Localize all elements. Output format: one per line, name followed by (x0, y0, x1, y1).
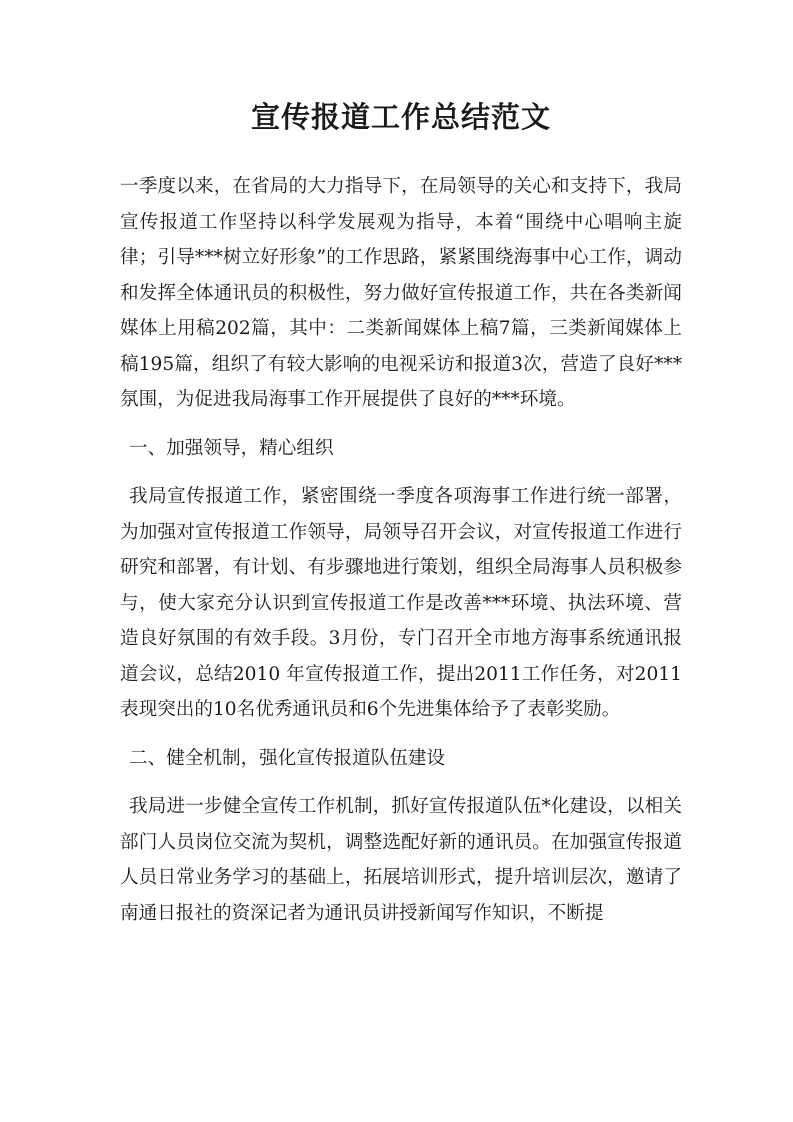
section-heading-2: 二、健全机制，强化宣传报道队伍建设 (129, 747, 446, 769)
body-paragraph-2: 我局宣传报道工作，紧密围绕一季度各项海事工作进行统一部署，为加强对宣传报道工作领导，局领导召开会议，对宣传报道工作进行研究和部署，有计划、有步骤地进行策划，组织全局海事人员积极参与，使大家充分认识到宣传报道工作是改善***环境、执法环境、营造良好氛围的有效手段。3月份，专门召开全市地方海事系统通讯报道会议，总结2010 年宣传报道工作，提出2011工作任务，对2011表现突出的10名优秀通讯员和6个先进集体给予了表彰奖励。 (120, 486, 682, 720)
document-page (120, 95, 682, 931)
body-paragraph-3: 我局进一步健全宣传工作机制，抓好宣传报道队伍*化建设，以相关部门人员岗位交流为契机，调整选配好新的通讯员。在加强宣传报道人员日常业务学习的基础上，拓展培训形式，提升培训层次，邀请了南通日报社的资深记者为通讯员讲授新闻写作知识，不断提 (120, 796, 682, 924)
document-title: 宣传报道工作总结范文 (250, 100, 551, 134)
section-heading-1: 一、加强领导，精心组织 (129, 437, 334, 459)
body-paragraph-1: 一季度以来，在省局的大力指导下，在局领导的关心和支持下，我局宣传报道工作坚持以科学发展观为指导，本着“围绕中心唱响主旋律；引导***树立好形象”的工作思路，紧紧围绕海事中心工作，调动和发挥全体通讯员的积极性，努力做好宣传报道工作，共在各类新闻媒体上用稿202篇，其中：二类新闻媒体上稿7篇，三类新闻媒体上稿195篇，组织了有较大影响的电视采访和报道3次，营造了良好***氛围，为促进我局海事工作开展提供了良好的***环境。 (120, 176, 682, 410)
